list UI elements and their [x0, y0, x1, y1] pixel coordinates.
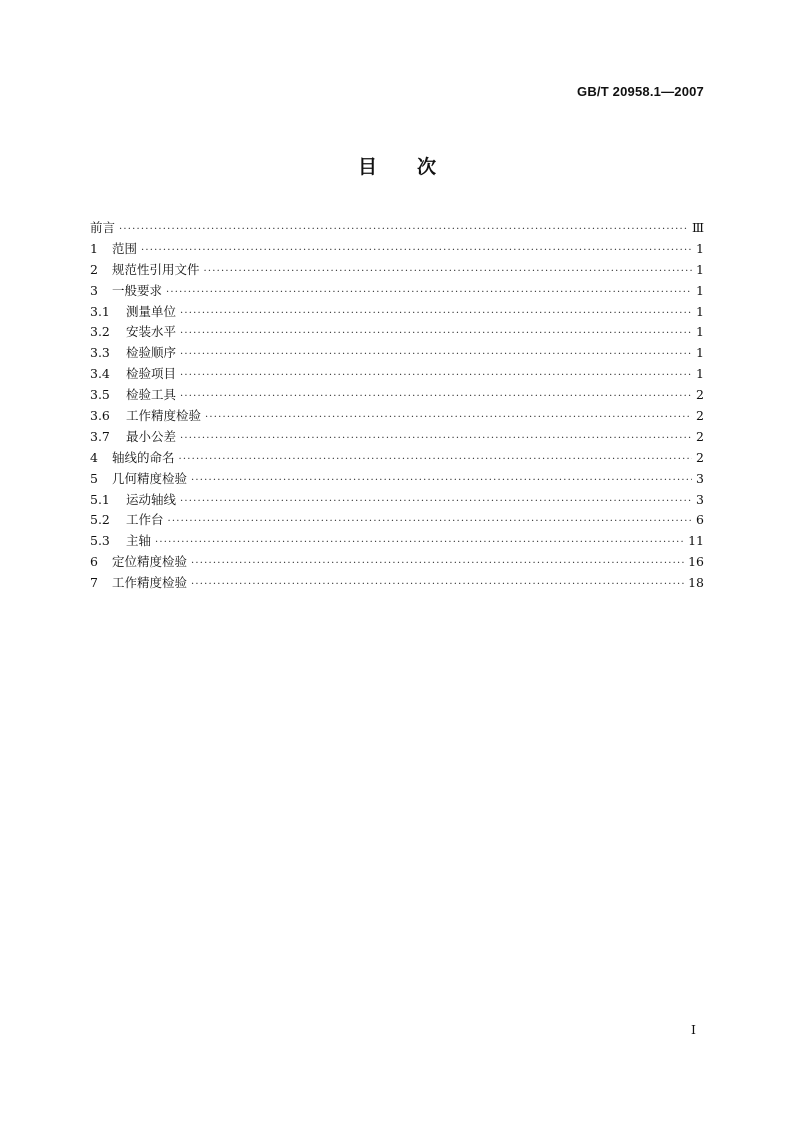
toc-entry[interactable]	[90, 531, 704, 552]
toc-entry-label: 规范性引用文件	[112, 261, 200, 277]
toc-entry-number: 3.2	[90, 324, 110, 340]
toc-entry-number: 5	[90, 470, 98, 486]
toc-entry-page: 16	[688, 554, 704, 570]
toc-entry[interactable]	[90, 218, 704, 239]
toc-entry-label: 测量单位	[126, 303, 177, 319]
toc-entry[interactable]	[90, 322, 704, 343]
toc-entry[interactable]	[90, 281, 704, 302]
toc-entry-page: 18	[688, 575, 704, 591]
toc-entry-page: 11	[688, 533, 704, 549]
toc-entry[interactable]	[90, 239, 704, 260]
toc-entry[interactable]	[90, 552, 704, 573]
toc-leader-dots	[166, 283, 692, 304]
toc-entry-label: 运动轴线	[126, 491, 177, 507]
toc-entry-page: 6	[696, 512, 704, 528]
page-number: Ⅰ	[691, 1022, 696, 1037]
toc-entry-number: 3	[90, 282, 98, 298]
toc-leader-dots	[180, 304, 692, 325]
toc-entry-number: 5.3	[90, 533, 110, 549]
toc-entry-number: 4	[90, 449, 98, 465]
toc-leader-dots	[191, 471, 692, 492]
toc-entry-page: 1	[696, 240, 704, 256]
toc-entry-label: 检验工具	[126, 387, 177, 403]
toc-entry-number: 2	[90, 261, 98, 277]
toc-entry-page: 1	[696, 345, 704, 361]
toc-entry-number: 3.1	[90, 303, 110, 319]
toc-entry-page: 1	[696, 366, 704, 382]
toc-leader-dots	[180, 366, 692, 387]
toc-entry[interactable]	[90, 573, 704, 594]
toc-entry-number: 3.4	[90, 366, 110, 382]
toc-entry-page: 2	[696, 408, 704, 424]
toc-entry-label: 几何精度检验	[112, 470, 188, 486]
toc-entry-number: 5.2	[90, 512, 110, 528]
toc-entry-number: 5.1	[90, 491, 110, 507]
toc-entry[interactable]	[90, 302, 704, 323]
document-code: GB/T 20958.1—2007	[577, 84, 704, 99]
toc-leader-dots	[180, 429, 692, 450]
toc-leader-dots	[180, 345, 692, 366]
toc-entry-label: 工作精度检验	[112, 575, 188, 591]
toc-entry[interactable]	[90, 490, 704, 511]
title-part-1: 目	[357, 156, 377, 178]
toc-entry-label: 工作台	[126, 512, 164, 528]
toc-entry[interactable]	[90, 364, 704, 385]
toc-leader-dots	[205, 408, 692, 429]
toc-leader-dots	[179, 450, 693, 471]
toc-entry-page: 1	[696, 324, 704, 340]
toc-entry-page: 2	[696, 449, 704, 465]
toc-entry-label: 检验项目	[126, 366, 177, 382]
toc-leader-dots	[180, 387, 692, 408]
toc-leader-dots	[141, 241, 692, 262]
toc-leader-dots	[180, 324, 692, 345]
toc-entry[interactable]	[90, 427, 704, 448]
toc-entry-label: 范围	[112, 240, 138, 256]
toc-entry-page: 3	[696, 491, 704, 507]
toc-entry-number: 3.6	[90, 408, 110, 424]
toc-entry-number: 6	[90, 554, 98, 570]
toc-leader-dots	[191, 554, 684, 575]
toc-entry-label: 工作精度检验	[126, 408, 202, 424]
toc-entry[interactable]	[90, 343, 704, 364]
page-title	[0, 152, 794, 179]
toc-entry-label: 检验顺序	[126, 345, 177, 361]
toc-entry-label: 一般要求	[112, 282, 163, 298]
toc-entry-page: 1	[696, 282, 704, 298]
toc-entry-label: 主轴	[126, 533, 152, 549]
toc-entry-page: 1	[696, 303, 704, 319]
toc-leader-dots	[191, 575, 684, 596]
title-part-2: 次	[417, 156, 437, 178]
toc-leader-dots	[119, 220, 688, 241]
toc-entry[interactable]	[90, 469, 704, 490]
toc-entry-number: 7	[90, 575, 98, 591]
toc-entry-page: 2	[696, 387, 704, 403]
toc-entry-label: 最小公差	[126, 428, 177, 444]
toc-leader-dots	[180, 492, 692, 513]
toc-entry-number: 3.5	[90, 387, 110, 403]
toc-entry[interactable]	[90, 510, 704, 531]
toc-entry-page: 2	[696, 428, 704, 444]
toc-leader-dots	[168, 512, 693, 533]
toc-entry[interactable]	[90, 260, 704, 281]
table-of-contents	[90, 218, 704, 594]
toc-entry-page: 3	[696, 470, 704, 486]
toc-entry-label: 安装水平	[126, 324, 177, 340]
toc-entry[interactable]	[90, 448, 704, 469]
toc-entry-number: 1	[90, 240, 98, 256]
toc-leader-dots	[204, 262, 693, 283]
toc-leader-dots	[155, 533, 684, 554]
toc-entry-label: 前言	[90, 220, 116, 235]
toc-entry-number: 3.3	[90, 345, 110, 361]
toc-entry-label: 轴线的命名	[112, 449, 175, 465]
toc-entry-page: Ⅲ	[691, 220, 704, 235]
toc-entry-label: 定位精度检验	[112, 554, 188, 570]
toc-entry-page: 1	[696, 261, 704, 277]
toc-entry[interactable]	[90, 406, 704, 427]
toc-entry-number: 3.7	[90, 428, 110, 444]
toc-entry[interactable]	[90, 385, 704, 406]
